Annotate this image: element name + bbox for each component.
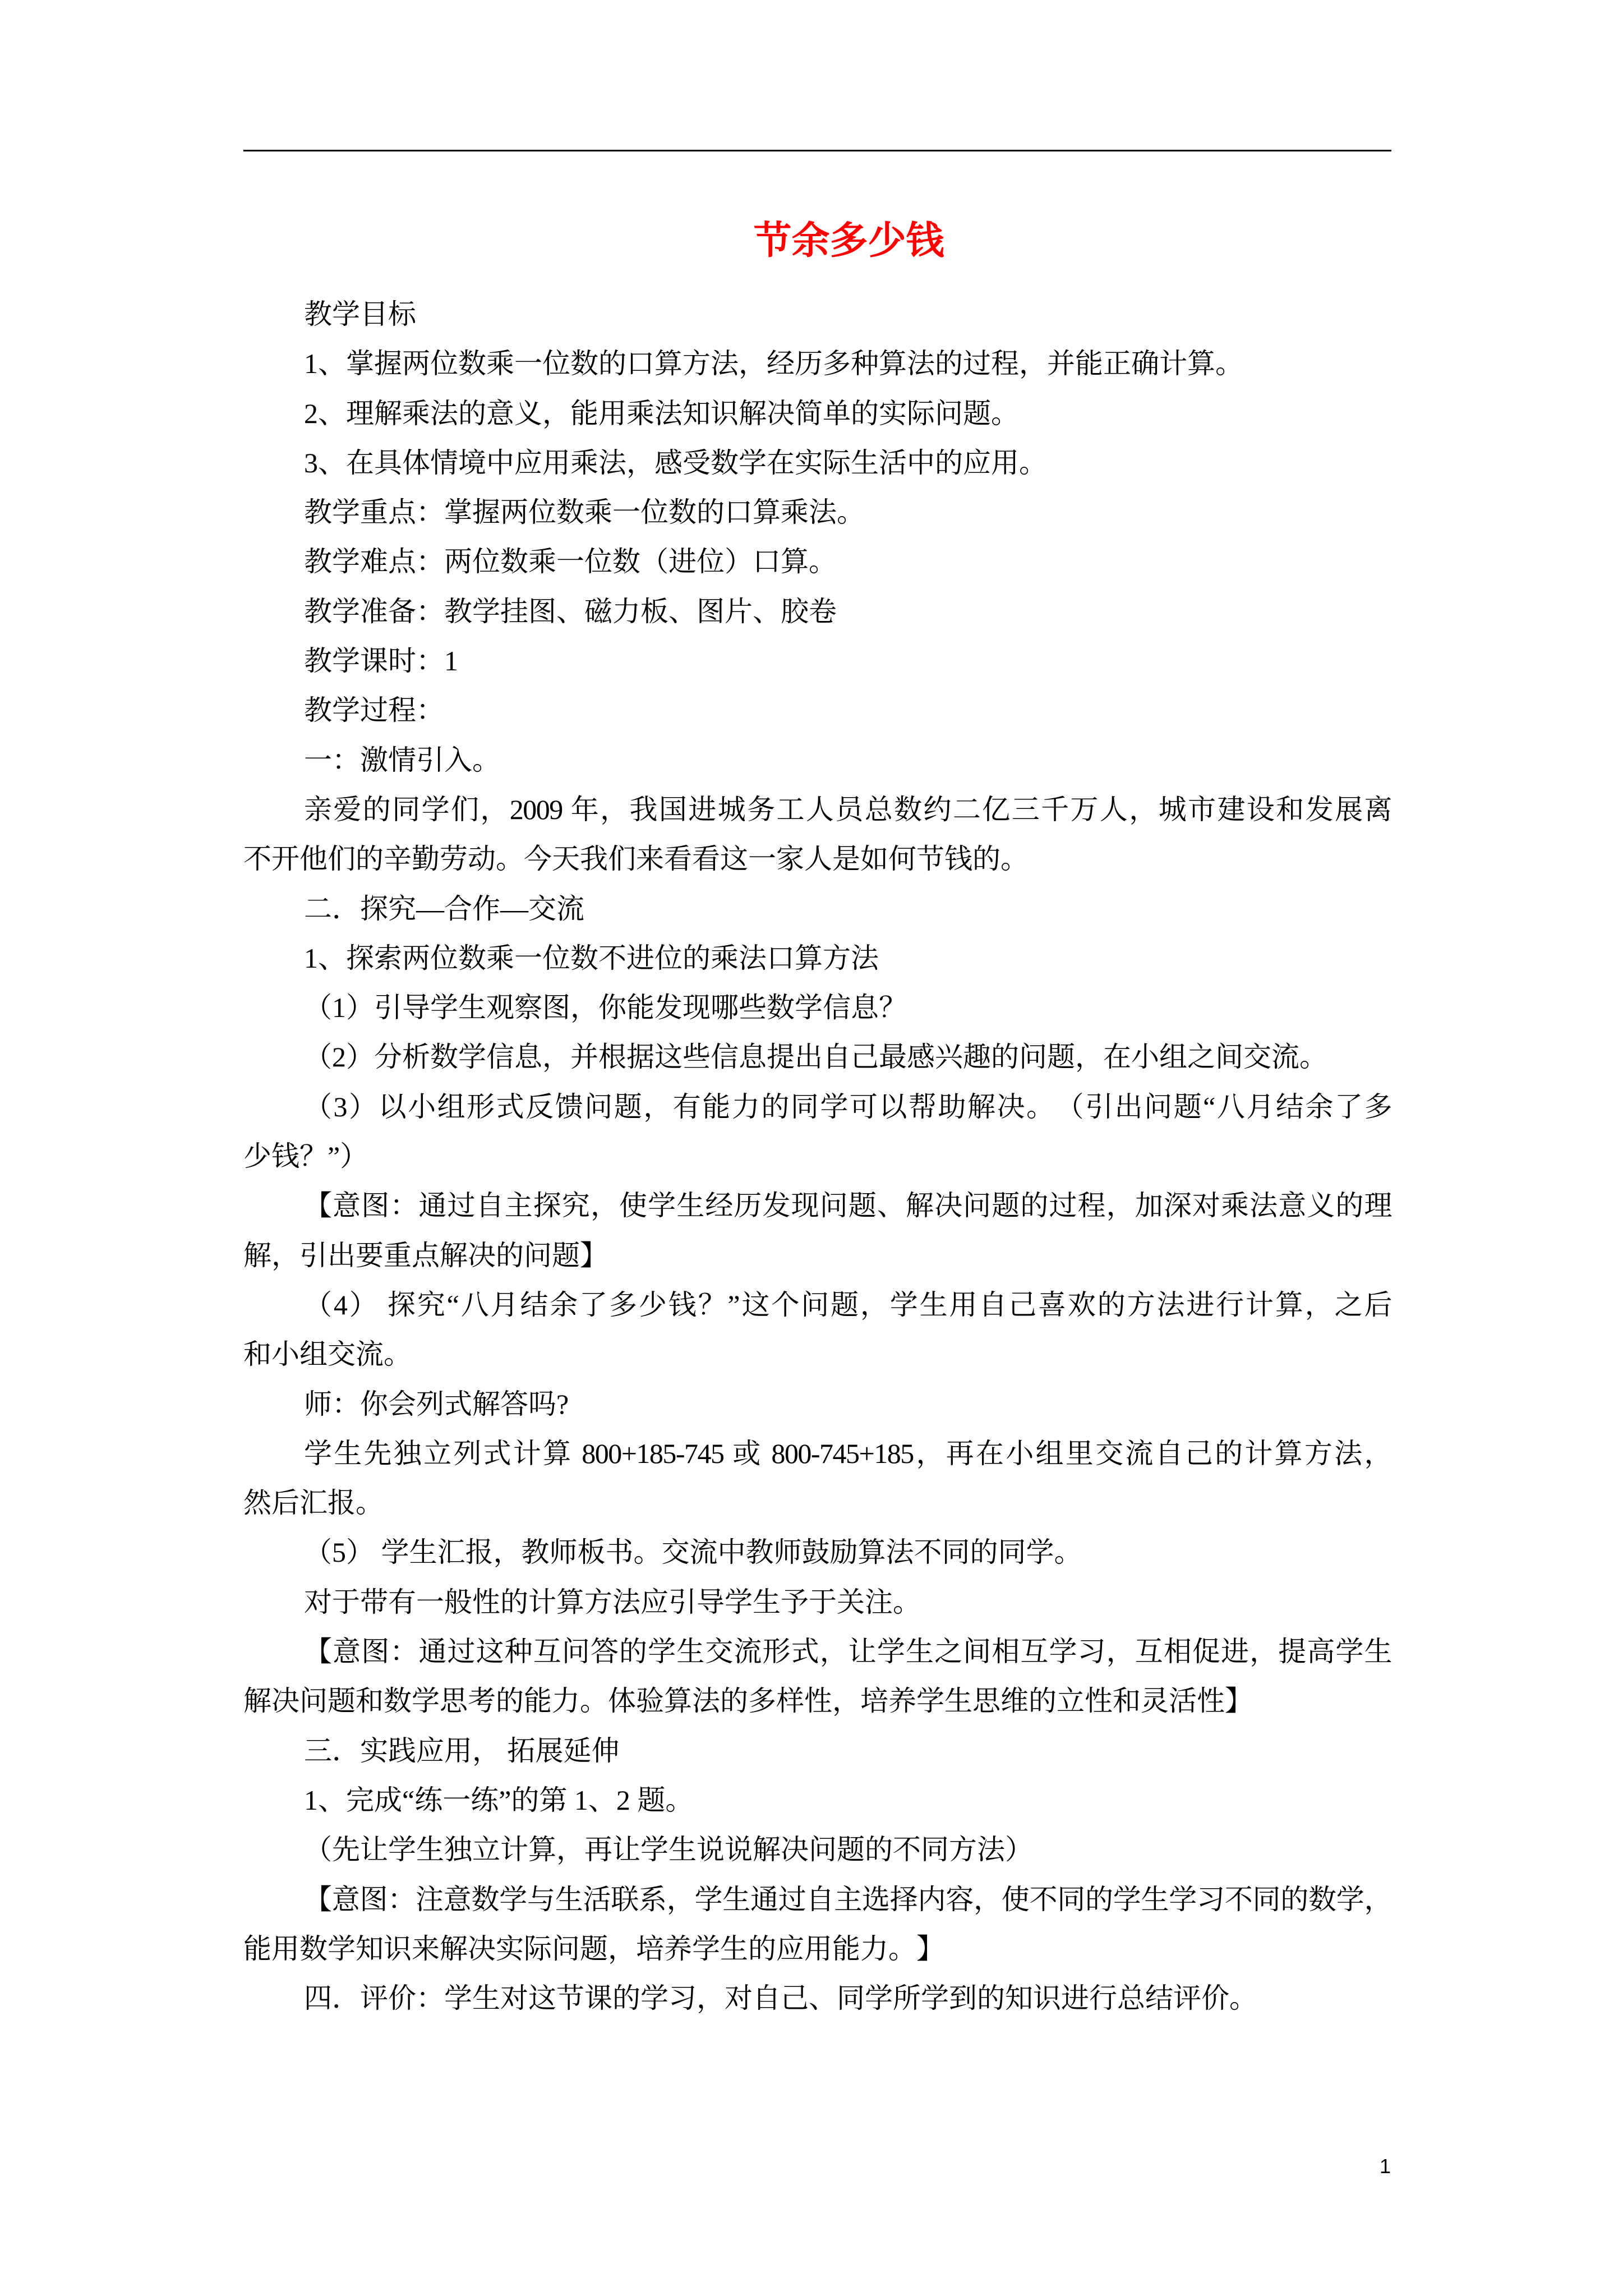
paragraph-line: 学生先独立列式计算 800+185-745 或 800-745+185，再在小组里交流自己的计算方法， (304, 1437, 1391, 1469)
explore-substep (243, 1280, 1391, 1379)
paragraph-line: 和小组交流。 (243, 1338, 412, 1370)
paragraph-line: 1、完成“练一练”的第 1、2 题。 (304, 1784, 694, 1816)
intent-note (243, 1875, 1391, 1974)
lesson-hours-line (243, 636, 1391, 685)
intent-note (243, 1181, 1391, 1280)
paragraph-line: （4） 探究“八月结余了多少钱？”这个问题，学生用自己喜欢的方法进行计算，之后 (304, 1289, 1391, 1320)
paragraph-line: （先让学生独立计算，再让学生说说解决问题的不同方法） (304, 1834, 1033, 1866)
student-activity (243, 1429, 1391, 1528)
paragraph-line: 解决问题和数学思考的能力。体验算法的多样性，培养学生思维的立性和灵活性】 (243, 1685, 1253, 1717)
paragraph-line: 【意图：通过这种互问答的学生交流形式，让学生之间相互学习，互相促进，提高学生 (304, 1636, 1391, 1668)
step-heading-explore (243, 884, 1391, 933)
paragraph-line: （3）以小组形式反馈问题，有能力的同学可以帮助解决。（引出问题“八月结余了多 (304, 1091, 1391, 1122)
paragraph-line: 1、掌握两位数乘一位数的口算方法，经历多种算法的过程，并能正确计算。 (304, 348, 1243, 380)
paragraph-line: 3、在具体情境中应用乘法，感受数学在实际生活中的应用。 (304, 447, 1047, 478)
explore-task (243, 933, 1391, 983)
page-number: 1 (1379, 2155, 1391, 2178)
paragraph-line: 师：你会列式解答吗? (304, 1388, 569, 1420)
key-point-line (243, 487, 1391, 537)
explore-substep (243, 983, 1391, 1032)
paragraph-line: 四．评价：学生对这节课的学习，对自己、同学所学到的知识进行总结评价。 (304, 1982, 1257, 2014)
paragraph-line: 三．实践应用， 拓展延伸 (304, 1734, 620, 1766)
paragraph-line: 2、理解乘法的意义，能用乘法知识解决简单的实际问题。 (304, 397, 1019, 429)
section-heading-process (243, 685, 1391, 735)
document-body (243, 289, 1391, 2023)
paragraph-line: 二．探究—合作—交流 (304, 892, 584, 924)
paragraph-line: 【意图：注意数学与生活联系，学生通过自主选择内容，使不同的学生学习不同的数学， (304, 1883, 1391, 1915)
paragraph-line: 1、探索两位数乘一位数不进位的乘法口算方法 (304, 942, 879, 974)
paragraph-line: 然后汇报。 (243, 1487, 384, 1519)
document-title: 节余多少钱 (753, 219, 944, 262)
paragraph-line: （1）引导学生观察图，你能发现哪些数学信息？ (304, 992, 907, 1024)
objective-item (243, 339, 1391, 388)
practice-note (243, 1825, 1391, 1874)
paragraph-line: 教学过程： (304, 694, 444, 726)
teacher-question (243, 1379, 1391, 1429)
explore-substep (243, 1527, 1391, 1577)
step-heading-practice (243, 1726, 1391, 1775)
preparation-line (243, 587, 1391, 636)
paragraph-line: 【意图：通过自主探究，使学生经历发现问题、解决问题的过程，加深对乘法意义的理 (304, 1190, 1391, 1222)
explore-substep (243, 1082, 1391, 1181)
paragraph-line: 少钱？”） (243, 1140, 368, 1172)
step-heading-evaluation (243, 1973, 1391, 2023)
header-rule (243, 150, 1391, 151)
paragraph-line: 一：激情引入。 (304, 744, 500, 776)
paragraph-line: 不开他们的辛勤劳动。今天我们来看看这一家人是如何节钱的。 (243, 843, 1029, 875)
paragraph-line: 教学课时：1 (304, 645, 458, 677)
paragraph-line: 解，引出要重点解决的问题】 (243, 1239, 608, 1271)
objective-item (243, 438, 1391, 487)
difficulty-line (243, 537, 1391, 586)
paragraph-line: 教学目标 (304, 298, 416, 330)
paragraph-line: （2）分析数学信息，并根据这些信息提出自己最感兴趣的问题，在小组之间交流。 (304, 1041, 1327, 1073)
guidance-note (243, 1577, 1391, 1627)
paragraph-line: 教学难点：两位数乘一位数（进位）口算。 (304, 546, 837, 578)
paragraph-line: （5） 学生汇报，教师板书。交流中教师鼓励算法不同的同学。 (304, 1536, 1082, 1568)
practice-task (243, 1775, 1391, 1825)
paragraph-line: 对于带有一般性的计算方法应引导学生予于关注。 (304, 1586, 921, 1618)
objective-item (243, 389, 1391, 438)
paragraph-line: 能用数学知识来解决实际问题，培养学生的应用能力。】 (243, 1932, 944, 1964)
intent-note (243, 1627, 1391, 1726)
paragraph-line: 教学重点：掌握两位数乘一位数的口算乘法。 (304, 496, 865, 528)
intro-paragraph (243, 785, 1391, 884)
step-heading-intro (243, 735, 1391, 785)
explore-substep (243, 1032, 1391, 1082)
paragraph-line: 教学准备：教学挂图、磁力板、图片、胶卷 (304, 595, 837, 627)
section-heading-objectives (243, 289, 1391, 339)
paragraph-line: 亲爱的同学们，2009 年，我国进城务工人员总数约二亿三千万人，城市建设和发展离 (304, 793, 1391, 825)
